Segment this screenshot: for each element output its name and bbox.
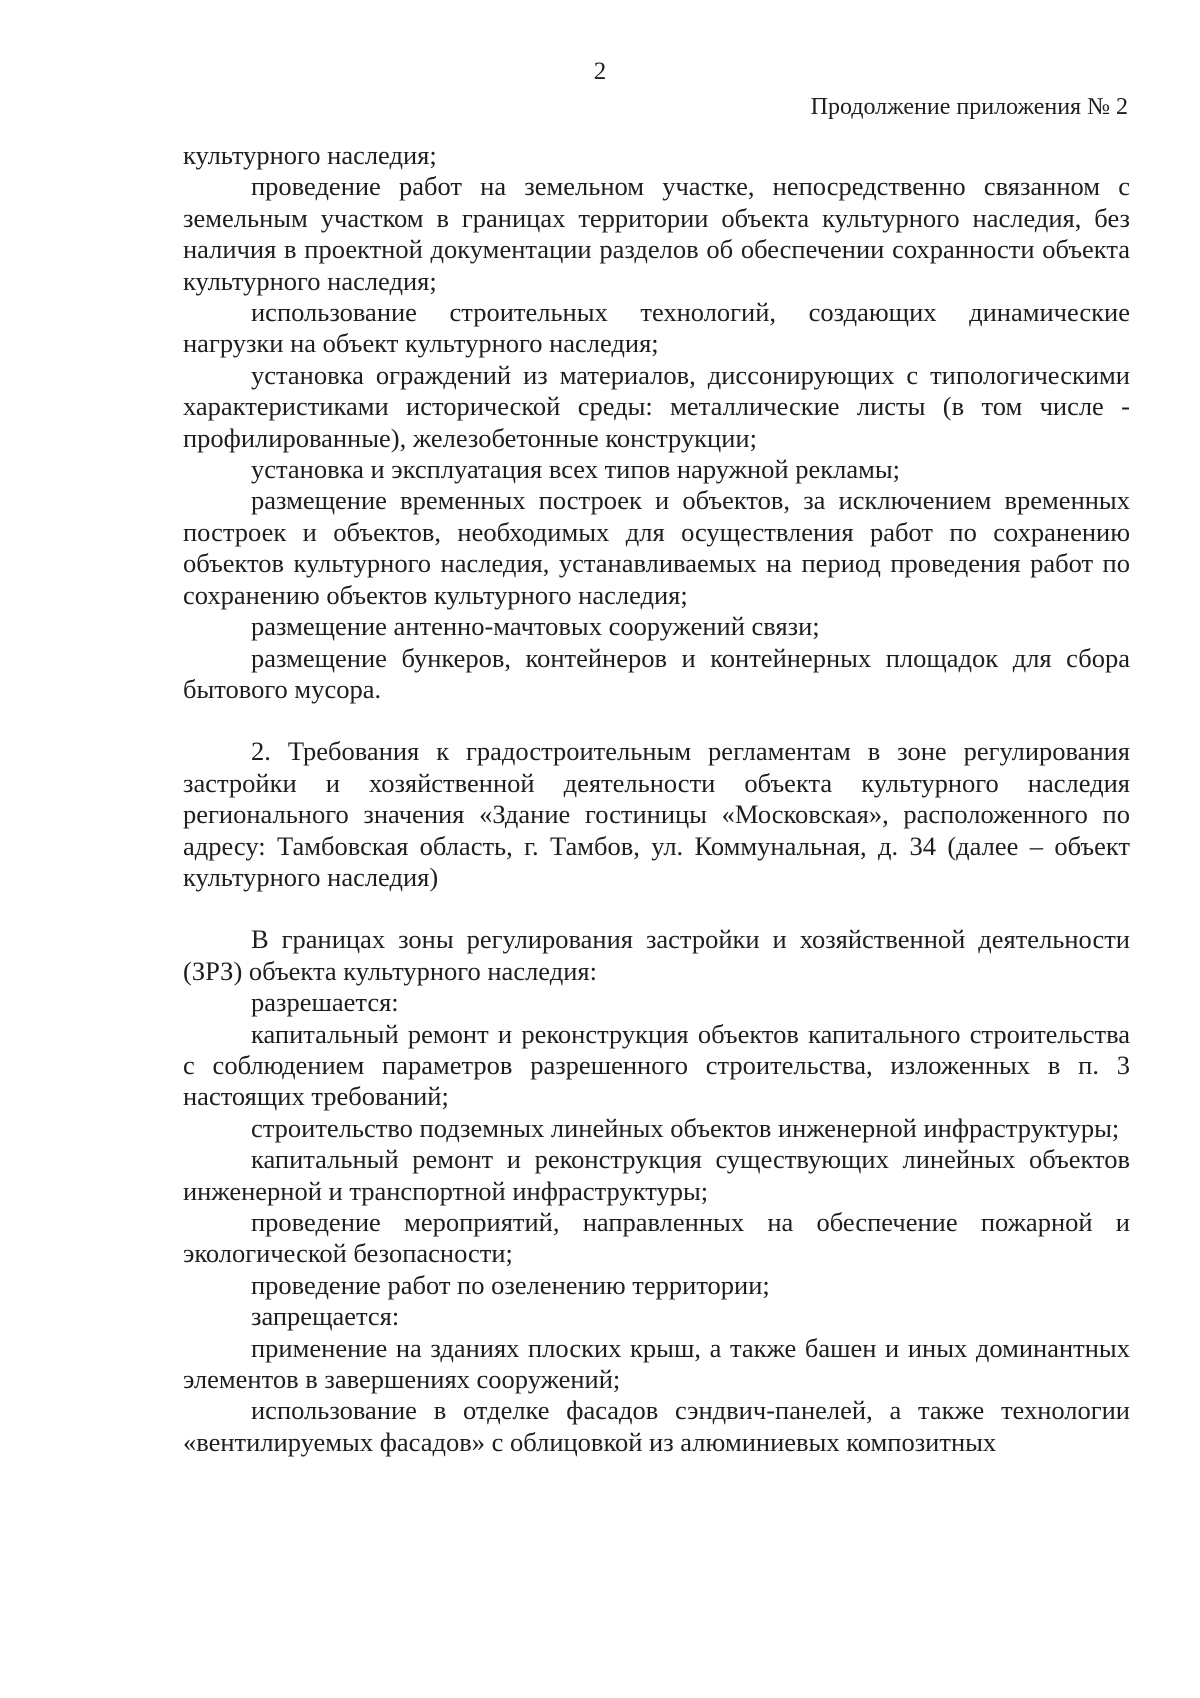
paragraph: использование в отделке фасадов сэндвич-панелей, а также технологии «вентилируемых фасадов» с облицовкой из алюминиевых композитных	[183, 1395, 1130, 1457]
paragraph: разрешается:	[251, 987, 399, 1018]
paragraph: запрещается:	[251, 1301, 400, 1332]
paragraph: проведение работ по озеленению территории;	[251, 1269, 770, 1300]
paragraph: культурного наследия;	[183, 140, 437, 170]
paragraph: применение на зданиях плоских крыш, а также башен и иных доминантных элементов в завершениях сооружений;	[183, 1332, 1130, 1395]
document-body	[183, 140, 1130, 1458]
paragraph: капитальный ремонт и реконструкция существующих линейных объектов инженерной и транспортной инфраструктуры;	[183, 1144, 1130, 1206]
section-heading: 2. Требования к градостроительным регламентам в зоне регулирования застройки и хозяйственной деятельности объекта культурного наследия регионального значения «Здание гостиницы «Московская», расположенного по адресу: Тамбовская область, г. Тамбов, ул. Коммунальная, д. 34 (далее – объект культурного наследия)	[183, 736, 1130, 892]
paragraph: проведение работ на земельном участке, непосредственно связанном с земельным участком в границах территории объекта культурного наследия, без наличия в проектной документации разделов об обеспечении сохранности объекта культурного наследия;	[183, 171, 1130, 296]
paragraph: размещение бункеров, контейнеров и контейнерных площадок для сбора бытового мусора.	[183, 642, 1130, 704]
paragraph: установка и эксплуатация всех типов наружной рекламы;	[251, 454, 901, 485]
paragraph: использование строительных технологий, создающих динамические нагрузки на объект культурного наследия;	[183, 297, 1130, 359]
paragraph: строительство подземных линейных объектов инженерной инфраструктуры;	[251, 1112, 1120, 1143]
appendix-continuation-label: Продолжение приложения № 2	[810, 94, 1128, 120]
paragraph: В границах зоны регулирования застройки и хозяйственной деятельности (ЗРЗ) объекта культурного наследия:	[183, 924, 1130, 986]
paragraph: установка ограждений из материалов, диссонирующих с типологическими характеристиками исторической среды: металлические листы (в том числе - профилированные), железобетонные конструкции;	[183, 359, 1130, 453]
page-number: 2	[593, 58, 607, 85]
paragraph: размещение антенно-мачтовых сооружений связи;	[251, 611, 820, 642]
paragraph: размещение временных построек и объектов, за исключением временных построек и объектов, необходимых для осуществления работ по сохранению объектов культурного наследия, устанавливаемых на период проведения работ по сохранению объектов культурного наследия;	[183, 485, 1130, 610]
paragraph: проведение мероприятий, направленных на обеспечение пожарной и экологической безопасности;	[183, 1207, 1130, 1269]
paragraph: капитальный ремонт и реконструкция объектов капитального строительства с соблюдением параметров разрешенного строительства, изложенных в п. 3 настоящих требований;	[183, 1018, 1130, 1112]
